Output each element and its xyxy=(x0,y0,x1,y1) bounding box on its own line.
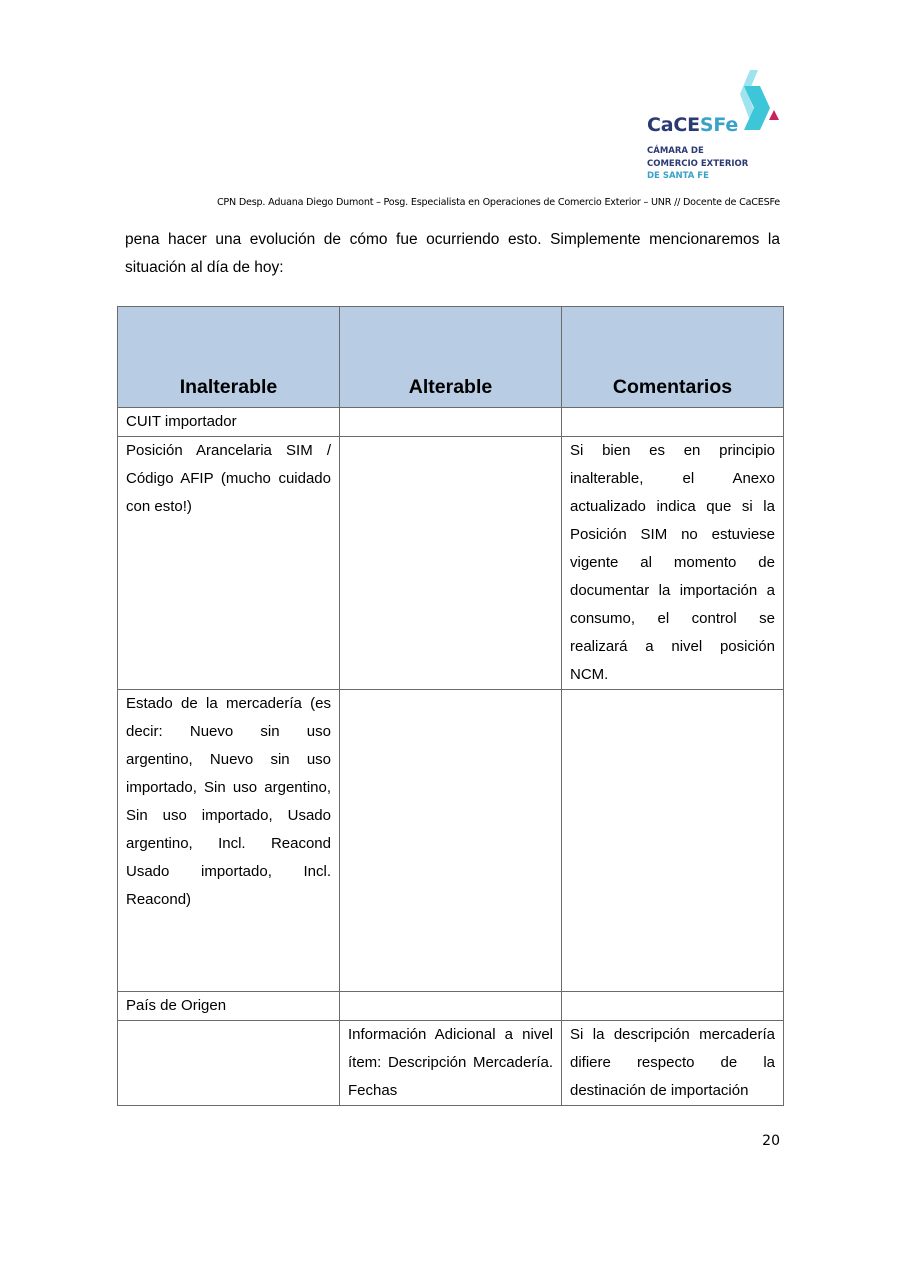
table-cell: CUIT importador xyxy=(118,408,340,437)
table-cell xyxy=(340,437,562,690)
table-cell xyxy=(562,690,784,992)
logo-chevron-icon xyxy=(740,68,785,138)
logo-name xyxy=(647,114,738,136)
table-header-row xyxy=(118,307,784,408)
table-cell xyxy=(562,992,784,1021)
table-cell: Si bien es en principio inalterable, el Anexo actualizado indica que si la Posición SIM no estuviese vigente al momento de documentar la importación a consumo, el control se realizará a nivel posición NCM. xyxy=(562,437,784,690)
cacesfe-logo xyxy=(645,68,785,186)
logo-name-part1: CaCE xyxy=(647,114,700,136)
table-cell xyxy=(562,408,784,437)
header-inalterable: Inalterable xyxy=(118,307,340,408)
table-cell: Información Adicional a nivel ítem: Descripción Mercadería. Fechas xyxy=(340,1021,562,1106)
header-comentarios: Comentarios xyxy=(562,307,784,408)
header-alterable: Alterable xyxy=(340,307,562,408)
logo-subtitle xyxy=(647,145,748,183)
table-cell xyxy=(118,1021,340,1106)
logo-subtitle-line1: CÁMARA DE xyxy=(647,146,704,156)
table-cell xyxy=(340,690,562,992)
table-row xyxy=(118,437,784,690)
table-row xyxy=(118,690,784,992)
logo-subtitle-line3: DE SANTA FE xyxy=(647,171,709,181)
intro-paragraph: pena hacer una evolución de cómo fue ocurriendo esto. Simplemente mencionaremos la situación al día de hoy: xyxy=(125,231,780,276)
page-number: 20 xyxy=(762,1133,780,1149)
logo-subtitle-line2: COMERCIO EXTERIOR xyxy=(647,158,749,169)
running-header: CPN Desp. Aduana Diego Dumont – Posg. Especialista en Operaciones de Comercio Exterior – UNR // Docente de CaCESFe xyxy=(216,197,780,208)
table-row xyxy=(118,992,784,1021)
table-cell xyxy=(340,992,562,1021)
table-row xyxy=(118,1021,784,1106)
table-cell xyxy=(340,408,562,437)
table-row xyxy=(118,408,784,437)
table-cell: Estado de la mercadería (es decir: Nuevo sin uso argentino, Nuevo sin uso importado, Sin uso argentino, Sin uso importado, Usado argentino, Incl. Reacond Usado importado, Incl. Reacond) xyxy=(118,690,340,992)
table-cell: Si la descripción mercadería difiere respecto de la destinación de importación xyxy=(562,1021,784,1106)
table-cell: País de Origen xyxy=(118,992,340,1021)
table-cell: Posición Arancelaria SIM / Código AFIP (mucho cuidado con esto!) xyxy=(118,437,340,690)
comparison-table xyxy=(117,306,784,1106)
logo-name-part2: SFe xyxy=(699,114,739,136)
